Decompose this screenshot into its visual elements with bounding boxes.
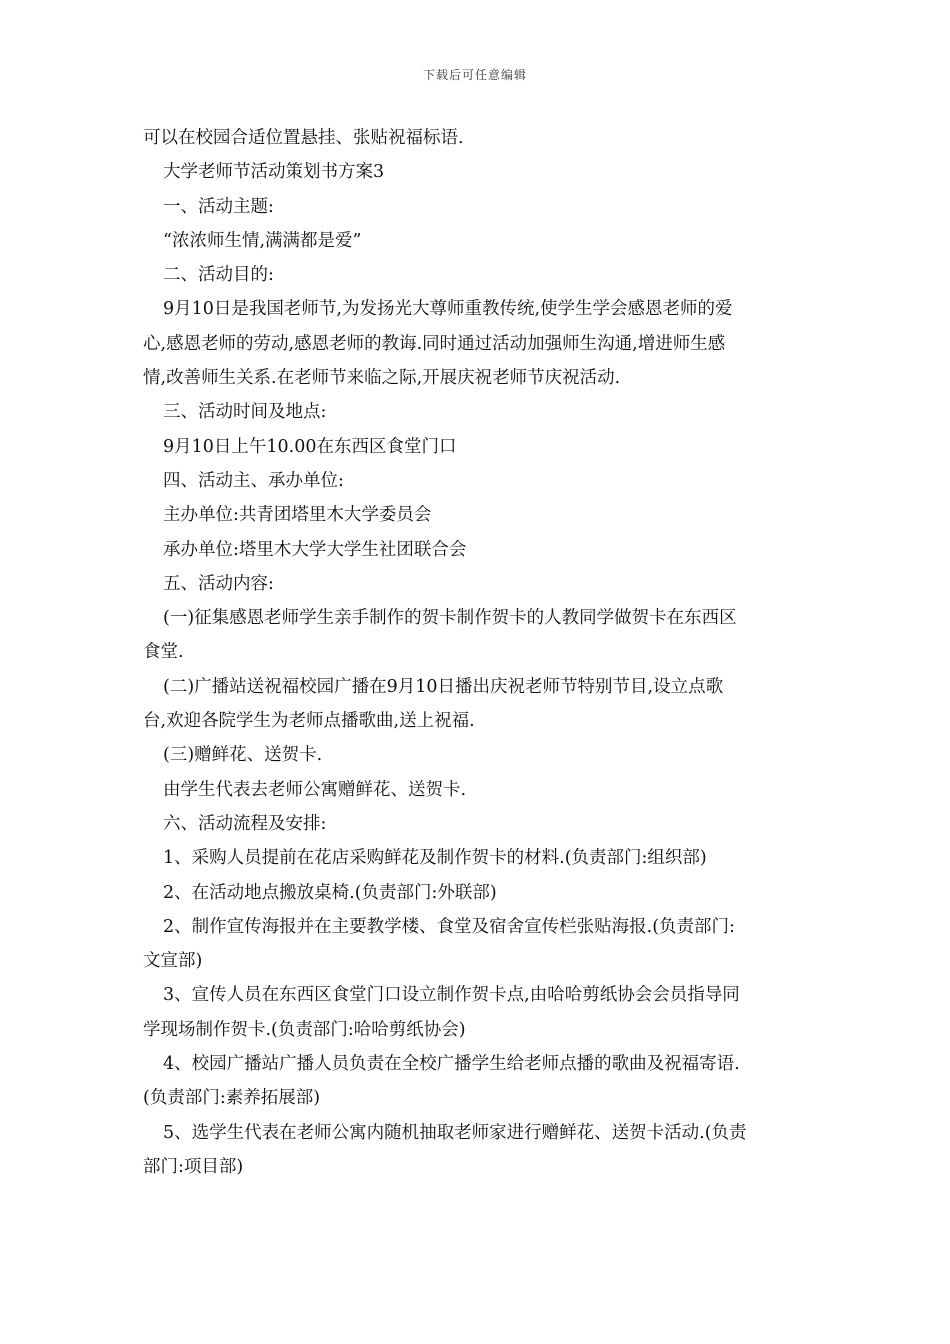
text-line: 4、校园广播站广播人员负责在全校广播学生给老师点播的歌曲及祝福寄语.: [163, 1054, 740, 1075]
text-line: 5、选学生代表在老师公寓内随机抽取老师家进行赠鲜花、送贺卡活动.(负责: [163, 1122, 747, 1143]
text-line: 由学生代表去老师公寓赠鲜花、送贺卡.: [163, 779, 467, 800]
text-line: 部门:项目部): [143, 1156, 244, 1177]
text-line: 可以在校园合适位置悬挂、张贴祝福标语.: [143, 128, 464, 148]
text-line: 食堂.: [143, 642, 184, 663]
text-line: 承办单位:塔里木大学大学生社团联合会: [163, 539, 467, 560]
text-line: 情,改善师生关系.在老师节来临之际,开展庆祝老师节庆祝活动.: [143, 368, 621, 389]
text-line: 一、活动主题:: [163, 196, 274, 217]
text-line: 心,感恩老师的劳动,感恩老师的教诲.同时通过活动加强师生沟通,增进师生感: [143, 333, 726, 354]
document-body: [143, 121, 813, 1184]
text-line: 9月10日上午10.00在东西区食堂门口: [163, 436, 457, 457]
text-line: 五、活动内容:: [163, 573, 274, 594]
text-line: 9月10日是我国老师节,为发扬光大尊师重教传统,使学生学会感恩老师的爱: [163, 299, 733, 320]
text-line: 3、宣传人员在东西区食堂门口设立制作贺卡点,由哈哈剪纸协会会员指导同: [163, 985, 740, 1006]
text-line: (三)赠鲜花、送贺卡.: [163, 745, 323, 766]
text-line: 大学老师节活动策划书方案3: [163, 162, 385, 183]
text-line: 2、制作宣传海报并在主要教学楼、食堂及宿舍宣传栏张贴海报.(负责部门:: [163, 916, 735, 937]
text-line: 2、在活动地点搬放桌椅.(负责部门:外联部): [163, 882, 497, 903]
text-line: (一)征集感恩老师学生亲手制作的贺卡制作贺卡的人教同学做贺卡在东西区: [163, 608, 737, 629]
text-line: 六、活动流程及安排:: [163, 813, 327, 834]
text-line: 二、活动目的:: [163, 265, 274, 286]
text-line: “浓浓师生情,满满都是爱”: [163, 230, 362, 251]
text-line: 三、活动时间及地点:: [163, 402, 327, 423]
header-note: 下载后可任意编辑: [422, 68, 527, 82]
text-line: (二)广播站送祝福校园广播在9月10日播出庆祝老师节特别节目,设立点歌: [163, 676, 724, 697]
text-line: 文宣部): [143, 951, 203, 972]
text-line: 学现场制作贺卡.(负责部门:哈哈剪纸协会): [143, 1019, 466, 1040]
text-line: 四、活动主、承办单位:: [163, 470, 344, 491]
text-line: 台,欢迎各院学生为老师点播歌曲,送上祝福.: [143, 711, 475, 732]
text-line: 1、采购人员提前在花店采购鲜花及制作贺卡的材料.(负责部门:组织部): [163, 848, 707, 869]
text-line: 主办单位:共青团塔里木大学委员会: [163, 505, 432, 526]
text-line: (负责部门:素养拓展部): [143, 1088, 321, 1109]
